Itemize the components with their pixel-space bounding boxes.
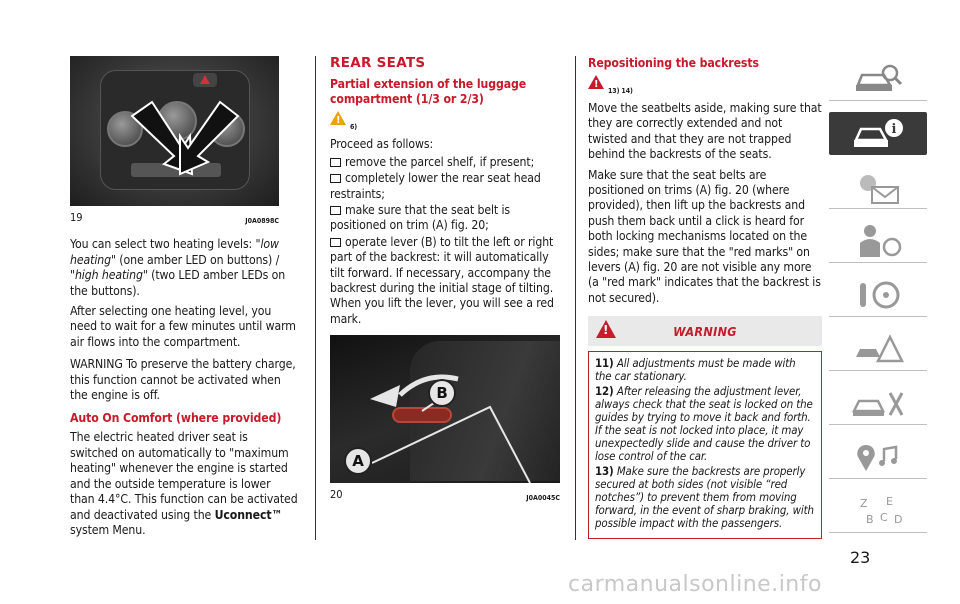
repositioning-heading: Repositioning the backrests: [588, 56, 759, 70]
list-item-text: make sure that the seat belt is positioned on trim (A) fig. 20;: [330, 203, 511, 233]
svg-text:D: D: [894, 513, 903, 526]
list-item-text: operate lever (B) to tilt the left or right part of the backrest: it will automatically tilt forward. If necessary, accompany the backrest during the initial stage of tilting. When you lift the lever, you will see a red mark.: [330, 234, 554, 326]
arrow-head-icon: [370, 385, 400, 407]
fig-number: 19: [70, 211, 83, 224]
warning-body: [588, 351, 822, 539]
high-heating-term: high heating: [74, 268, 143, 283]
repositioning-paragraph-2: Make sure that the seat belts are positioned on trims (A) fig. 20 (where provided), then lift up the backrests and push them back until a click is heard for both locking mechanisms located on the sides; make sure that the "red marks" on levers (A) fig. 20 are not visible any more (a "red mark" indicates that the backrest is not secured).: [588, 167, 821, 305]
warning-header: [588, 316, 822, 346]
svg-text:B: B: [866, 513, 874, 526]
fig-code: J0A0045C: [526, 494, 560, 503]
intro-text: Proceed as follows:: [330, 137, 434, 152]
figure-20-caption: [330, 487, 560, 506]
list-item: [330, 203, 560, 234]
fig-number: 20: [330, 488, 343, 502]
uconnect-term: Uconnect™: [214, 507, 283, 522]
text-fragment: The electric heated driver seat is switched on automatically to "maximum heating" whenever the engine is started and the outside temperature is lower than 4.4°C. This function can be activated and deactivated using the: [70, 430, 298, 522]
list-item: [330, 155, 560, 170]
person-seatbelt-icon: [850, 223, 906, 259]
reference-number: 6): [350, 123, 358, 132]
battery-warning-paragraph: WARNING To preserve the battery charge, this function cannot be activated when the engine is off.: [70, 357, 296, 403]
warning-item: [595, 465, 815, 530]
alphabetical-index-icon: [850, 493, 906, 529]
warning-number: 11): [595, 356, 614, 371]
warning-title: WARNING: [673, 323, 737, 339]
svg-text:C: C: [880, 511, 888, 524]
column-1: [70, 56, 298, 543]
tab-warning-lights[interactable]: [829, 166, 927, 209]
checkbox-bullet-icon: [330, 238, 341, 247]
watermark: carmanualsonline.info: [568, 572, 822, 597]
car-start-steering-icon: [850, 277, 906, 313]
text-fragment: system Menu.: [70, 522, 146, 537]
reference-numbers: 13) 14): [608, 87, 633, 95]
warning-triangle-icon: [596, 320, 616, 338]
list-item: [330, 235, 560, 327]
repositioning-paragraph-1: Move the seatbelts aside, making sure that they are correctly extended and not twisted and that they are not trapped behind the backrests of the seats.: [588, 101, 822, 162]
list-item-text: remove the parcel shelf, if present;: [345, 154, 535, 169]
warning-item: [595, 357, 815, 383]
reference-warning: [588, 75, 824, 95]
reference-warning: [330, 111, 560, 131]
column-3: [588, 56, 824, 539]
svg-text:Z: Z: [860, 497, 868, 510]
figure-19-caption: [70, 210, 279, 229]
auto-on-comfort-paragraph: [70, 430, 298, 538]
leader-line-a: [372, 407, 530, 483]
tab-starting-driving[interactable]: [829, 274, 927, 317]
column-divider: [575, 56, 576, 540]
list-item: [330, 171, 560, 202]
media-navigation-icon: [850, 439, 906, 475]
checkbox-bullet-icon: [330, 158, 341, 167]
tab-multimedia[interactable]: [829, 436, 927, 479]
partial-extension-heading: Partial extension of the luggage compartment (1/3 or 2/3): [330, 77, 527, 107]
car-service-icon: [850, 385, 906, 421]
procedure-list: [330, 155, 560, 327]
figure-arrows: [70, 56, 279, 206]
tab-in-an-emergency[interactable]: [829, 328, 927, 371]
figure-20-rear-seat-lever: [330, 335, 560, 483]
svg-text:E: E: [886, 495, 893, 508]
heating-levels-paragraph: [70, 237, 298, 299]
svg-text:i: i: [891, 121, 897, 137]
warning-light-message-icon: [850, 169, 906, 205]
warning-triangle-icon: [588, 75, 604, 89]
section-title: REAR SEATS: [330, 55, 426, 71]
list-item-text: completely lower the rear seat head restraints;: [330, 171, 541, 201]
low-heating-term: low heating: [70, 237, 279, 267]
checkbox-bullet-icon: [330, 174, 341, 183]
warning-text: Make sure the backrests are properly secured at both sides (not visible “red notches”) to prevent them from moving forward, in the event of sharp braking, with possible impact with the passengers.: [595, 464, 814, 531]
car-info-icon: [850, 116, 906, 152]
label-a: A: [344, 447, 372, 475]
auto-on-comfort-heading: Auto On Comfort (where provided): [70, 411, 282, 426]
label-b: B: [428, 379, 456, 407]
warning-triangle-icon: [330, 111, 346, 125]
warning-box: [588, 316, 822, 539]
text-fragment: " (one amber LED on buttons) / ": [70, 252, 280, 283]
tab-index[interactable]: [829, 490, 927, 533]
column-divider: [315, 56, 316, 540]
car-search-icon: [850, 61, 906, 97]
tab-servicing-care[interactable]: [829, 382, 927, 425]
fig-code: J0A0898C: [245, 217, 279, 225]
checkbox-bullet-icon: [330, 206, 341, 215]
warning-item: [595, 385, 815, 463]
page-number: 23: [850, 548, 871, 567]
warning-number: 12): [595, 384, 614, 399]
tab-knowing-your-car[interactable]: [829, 58, 927, 101]
warning-number: 13): [595, 464, 614, 479]
wait-paragraph: After selecting one heating level, you need to wait for a few minutes until warm air flows into the compartment.: [70, 304, 296, 349]
warning-text: All adjustments must be made with the car stationary.: [595, 356, 796, 384]
tab-technical-info[interactable]: [829, 112, 927, 155]
warning-text: After releasing the adjustment lever, always check that the seat is locked on the guides by trying to move it back and forth. If the seat is not locked into place, it may unexpectedly slide and cause the driver to lose control of the car.: [595, 384, 813, 464]
text-fragment: " (two LED amber LEDs on the buttons).: [70, 268, 286, 298]
figure-19-heated-seat-buttons: [70, 56, 279, 206]
tab-safety[interactable]: [829, 220, 927, 263]
chapter-sidebar: [829, 58, 927, 544]
emergency-triangle-car-icon: [850, 331, 906, 367]
text-fragment: You can select two heating levels: ": [70, 237, 261, 252]
column-2: [330, 56, 560, 515]
